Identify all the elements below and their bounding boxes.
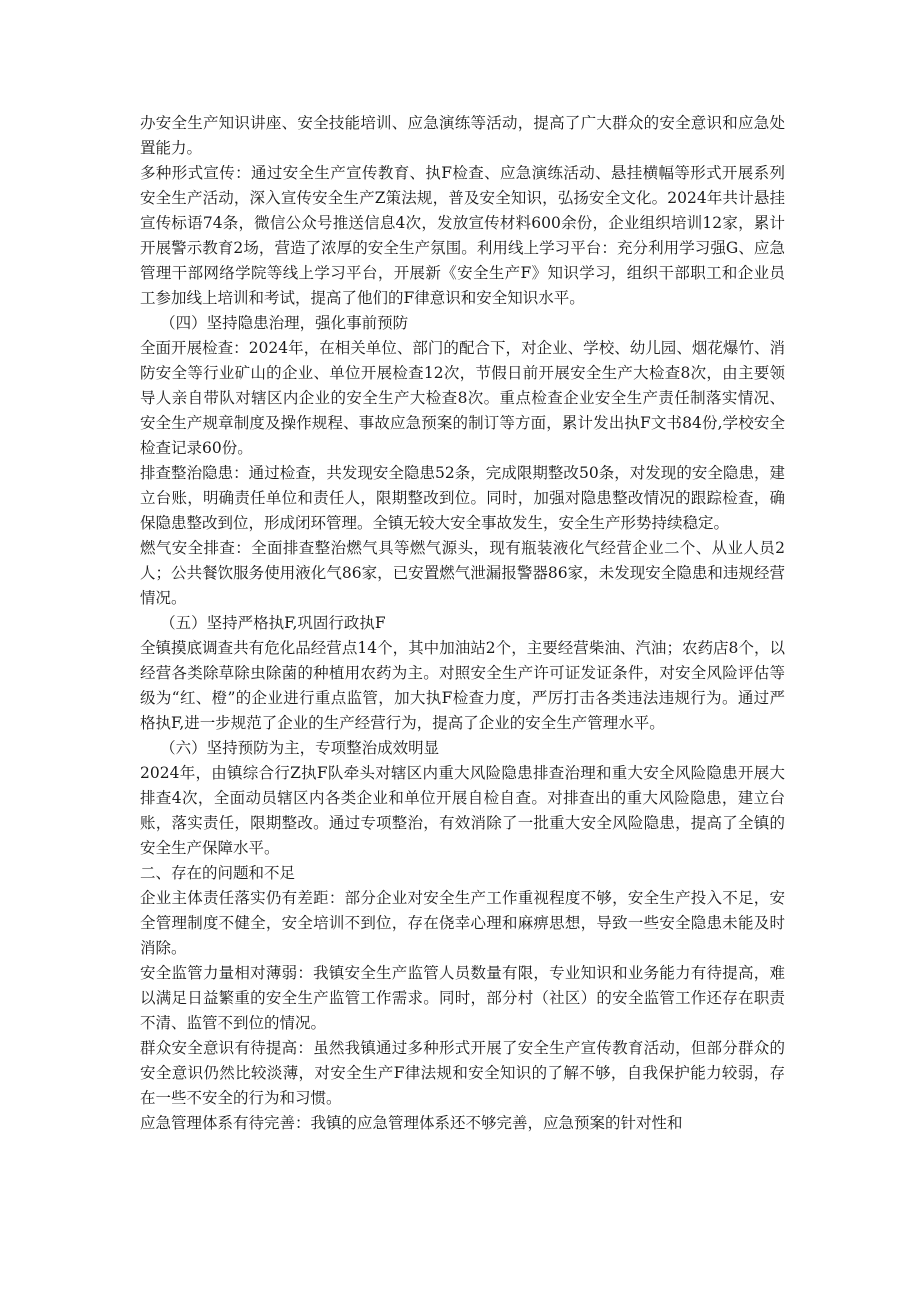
paragraph-intro-continuation: 办安全生产知识讲座、安全技能培训、应急演练等活动，提高了广大群众的安全意识和应急处置能力。 — [140, 114, 785, 157]
paragraph-special-rectification: 2024年，由镇综合行Z执F队牵头对辖区内重大风险隐患排查治理和重大安全风险隐患开展大排查4次，全面动员辖区内各类企业和单位开展自检自查。对排查出的重大风险隐患，建立台账，落实责任，限期整改。通过专项整治，有效消除了一批重大安全风险隐患，提高了全镇的安全生产保障水平。 — [140, 764, 785, 857]
paragraph-enterprise-responsibility: 企业主体责任落实仍有差距：部分企业对安全生产工作重视程度不够，安全生产投入不足，安全管理制度不健全，安全培训不到位，存在侥幸心理和麻痹思想，导致一些安全隐患未能及时消除。 — [140, 889, 785, 957]
heading-section-5: （五）坚持严格执F,巩固行政执F — [160, 614, 386, 632]
paragraph-publicity-forms: 多种形式宣传：通过安全生产宣传教育、执F检查、应急演练活动、悬挂横幅等形式开展系列安全生产活动，深入宣传安全生产Z策法规，普及安全知识，弘扬安全文化。2024年共计悬挂宣传标语74条，微信公众号推送信息4次，发放宣传材料600余份，企业组织培训12家，累计开展警示教育2场，营造了浓厚的安全生产氛围。利用线上学习平台：充分利用学习强G、应急管理干部网络学院等线上学习平台，开展新《安全生产F》知识学习，组织干部职工和企业员工参加线上培训和考试，提高了他们的F律意识和安全知识水平。 — [140, 164, 785, 307]
paragraph-public-awareness: 群众安全意识有待提高：虽然我镇通过多种形式开展了安全生产宣传教育活动，但部分群众的安全意识仍然比较淡薄，对安全生产F律法规和安全知识的了解不够，自我保护能力较弱，存在一些不安全的行为和习惯。 — [140, 1039, 785, 1107]
paragraph-gas-safety: 燃气安全排查：全面排查整治燃气具等燃气源头，现有瓶装液化气经营企业二个、从业人员2人；公共餐饮服务使用液化气86家，已安置燃气泄漏报警器86家，未发现安全隐患和违规经营情况。 — [140, 539, 785, 607]
paragraph-inspection: 全面开展检查：2024年，在相关单位、部门的配合下，对企业、学校、幼儿园、烟花爆竹、消防安全等行业矿山的企业、单位开展检查12次，节假日前开展安全生产大检查8次，由主要领导人亲自带队对辖区内企业的安全生产大检查8次。重点检查企业安全生产责任制落实情况、安全生产规章制度及操作规程、事故应急预案的制订等方面，累计发出执F文书84份,学校安全检查记录60份。 — [140, 339, 785, 457]
heading-problems: 二、存在的问题和不足 — [140, 864, 296, 882]
heading-section-4: （四）坚持隐患治理，强化事前预防 — [160, 314, 409, 332]
paragraph-supervision-weak: 安全监管力量相对薄弱：我镇安全生产监管人员数量有限，专业知识和业务能力有待提高，难以满足日益繁重的安全生产监管工作需求。同时，部分村（社区）的安全监管工作还存在职责不清、监管不到位的情况。 — [140, 964, 785, 1032]
paragraph-emergency-system: 应急管理体系有待完善：我镇的应急管理体系还不够完善，应急预案的针对性和 — [140, 1114, 683, 1132]
document-page — [140, 111, 785, 1136]
paragraph-hazard-rectification: 排查整治隐患：通过检查，共发现安全隐患52条，完成限期整改50条，对发现的安全隐患，建立台账，明确责任单位和责任人，限期整改到位。同时，加强对隐患整改情况的跟踪检查，确保隐患整改到位，形成闭环管理。全镇无较大安全事故发生，安全生产形势持续稳定。 — [140, 464, 785, 532]
heading-section-6: （六）坚持预防为主，专项整治成效明显 — [160, 739, 440, 757]
paragraph-hazardous-chemicals: 全镇摸底调查共有危化品经营点14个，其中加油站2个，主要经营柴油、汽油；农药店8个，以经营各类除草除虫除菌的种植用农药为主。对照安全生产许可证发证条件，对安全风险评估等级为“红、橙”的企业进行重点监管，加大执F检查力度，严厉打击各类违法违规行为。通过严格执F,进一步规范了企业的生产经营行为，提高了企业的安全生产管理水平。 — [140, 639, 785, 732]
